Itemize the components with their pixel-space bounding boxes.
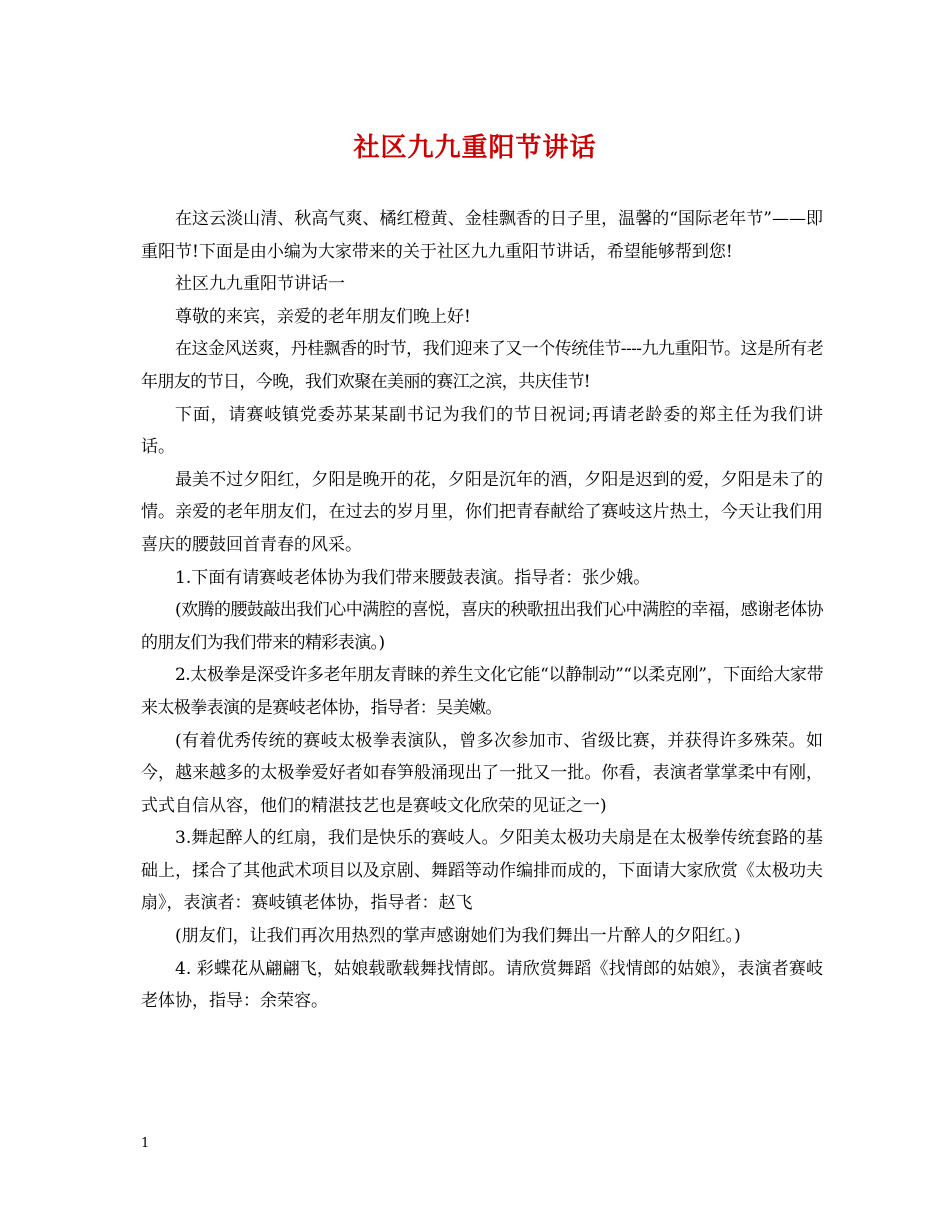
intro-paragraph: 在这云淡山清、秋高气爽、橘红橙黄、金桂飘香的日子里，温馨的“国际老年节”——即重阳节!下面是由小编为大家带来的关于社区九九重阳节讲话，希望能够帮到您!	[141, 209, 823, 262]
section-heading: 社区九九重阳节讲话一	[175, 274, 345, 295]
body-paragraph: 在这金风送爽，丹桂飘香的时节，我们迎来了又一个传统佳节----九九重阳节。这是所有老年朋友的节日，今晚，我们欢聚在美丽的赛江之滨，共庆佳节!	[141, 339, 823, 392]
program-item: 4. 彩蝶花从翩翩飞，姑娘载歌载舞找情郎。请欣赏舞蹈《找情郎的姑娘》，表演者赛岐老体协，指导：余荣容。	[141, 958, 823, 1012]
program-item: 2.太极拳是深受许多老年朋友青睐的养生文化它能“以静制动”“以柔克刚”，下面给大家带来太极拳表演的是赛岐老体协，指导者：吴美嫩。	[141, 665, 823, 718]
program-item: 1.下面有请赛岐老体协为我们带来腰鼓表演。指导者：张少娥。	[175, 567, 651, 588]
document-title: 社区九九重阳节讲话	[353, 133, 597, 163]
program-note: (有着优秀传统的赛岐太极拳表演队，曾多次参加市、省级比赛，并获得许多殊荣。如今，越来越多的太极拳爱好者如春笋般涌现出了一批又一批。你看，表演者掌掌柔中有刚，式式自信从容，他们的精湛技艺也是赛岐文化欣荣的见证之一)	[141, 730, 823, 816]
body-paragraph: 下面，请赛岐镇党委苏某某副书记为我们的节日祝词;再请老龄委的郑主任为我们讲话。	[141, 404, 823, 458]
program-note: (朋友们，让我们再次用热烈的掌声感谢她们为我们舞出一片醉人的夕阳红。)	[175, 926, 741, 947]
page-number: 1	[141, 1136, 150, 1151]
program-item: 3.舞起醉人的红扇，我们是快乐的赛岐人。夕阳美太极功夫扇是在太极拳传统套路的基础上，揉合了其他武术项目以及京剧、舞蹈等动作编排而成的，下面请大家欣赏《太极功夫扇》，表演者：赛岐镇老体协，指导者：赵飞	[141, 828, 823, 914]
greeting-paragraph: 尊敬的来宾，亲爱的老年朋友们晚上好!	[175, 306, 471, 327]
document-body	[141, 203, 823, 1018]
body-paragraph: 最美不过夕阳红，夕阳是晚开的花，夕阳是沉年的酒，夕阳是迟到的爱，夕阳是未了的情。亲爱的老年朋友们，在过去的岁月里，你们把青春献给了赛岐这片热土，今天让我们用喜庆的腰鼓回首青春的风采。	[141, 469, 823, 555]
program-note: (欢腾的腰鼓敲出我们心中满腔的喜悦，喜庆的秧歌扭出我们心中满腔的幸福，感谢老体协的朋友们为我们带来的精彩表演。)	[141, 600, 823, 653]
